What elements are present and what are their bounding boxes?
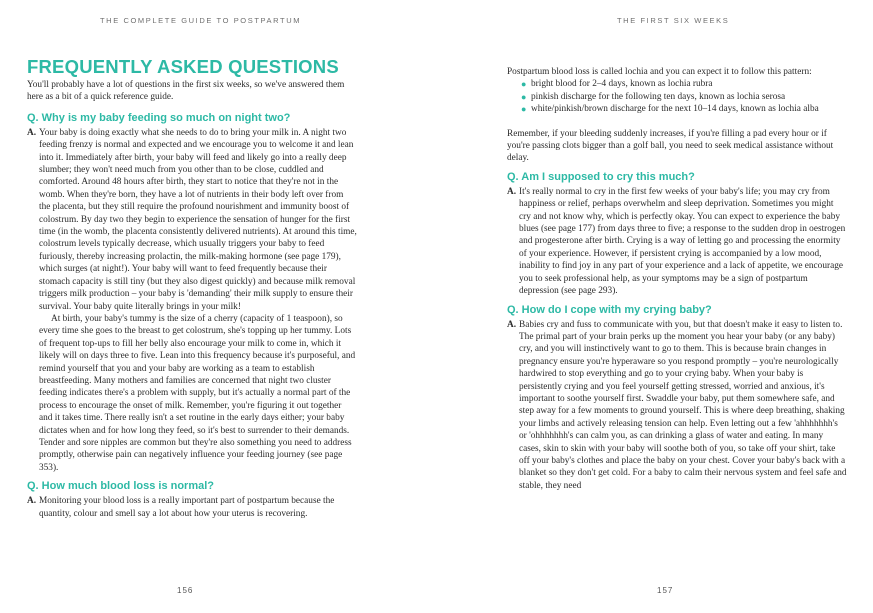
question-crying-baby: Q. How do I cope with my crying baby?	[507, 303, 712, 316]
left-page-content	[27, 57, 357, 520]
page-title: FREQUENTLY ASKED QUESTIONS	[27, 56, 339, 77]
right-page	[437, 0, 873, 613]
list-item: ● pinkish discharge for the following ten days, known as lochia serosa	[521, 91, 786, 102]
answer-label: A.	[27, 496, 37, 507]
running-head-left: THE COMPLETE GUIDE TO POSTPARTUM	[100, 16, 302, 25]
answer-paragraph: Babies cry and fuss to communicate with you, but that doesn't make it easy to listen to. The primal part of your brain perks up the moment you hear your baby (or any baby) cry, and you will instinctively want to go to them. This is because brain changes in pregnancy ensure you're hyperaware so you respond promptly – you're neurologically hardwired to stop everything and go to your crying baby. When your baby is persistently crying and you feel yourself getting stressed, worried and anxious, it's important to soothe yourself first. Swaddle your baby, put them somewhere safe, and step away for a few moments to ground yourself. This is where deep breathing, shaking your limbs and actively releasing tension can help. Even letting out a few 'ahhhhhhh's or 'ohhhhhhh's can calm you, as can drinking a glass of water and eating. In many cases, skin to skin with your baby will soothe both of you, so take off your shirt, take off your baby's clothes and place the baby on your chest. Cover your baby's back with a blanket so they don't get cold. For a baby to calm their nervous system and feel safe and stable, they need	[519, 319, 847, 491]
question-crying-mother: Q. Am I supposed to cry this much?	[507, 170, 695, 183]
lochia-bullet-list	[507, 78, 847, 115]
right-page-content	[507, 66, 847, 492]
bullet-icon: ●	[521, 79, 527, 90]
answer-label: A.	[27, 127, 37, 138]
bullet-icon: ●	[521, 104, 527, 115]
bullet-icon: ●	[521, 91, 527, 102]
question-night-two-feeding: Q. Why is my baby feeding so much on night two?	[27, 111, 291, 124]
spacer	[507, 116, 847, 128]
answer-label: A.	[507, 319, 517, 330]
running-head-right: THE FIRST SIX WEEKS	[617, 16, 730, 25]
bleeding-note: Remember, if your bleeding suddenly increases, if you're filling a pad every hour or if you're passing clots bigger than a golf ball, you need to seek medical assistance without delay.	[507, 128, 834, 164]
answer-night-two-feeding	[27, 127, 357, 474]
page-number-left: 156	[177, 586, 194, 595]
answer-crying-mother	[507, 186, 847, 298]
answer-paragraph: Monitoring your blood loss is a really important part of postpartum because the quantity, colour and smell say a lot about how your uterus is recovering.	[39, 496, 335, 519]
list-item: ● bright blood for 2–4 days, known as lochia rubra	[521, 79, 713, 90]
answer-paragraph: It's really normal to cry in the first few weeks of your baby's life; you may cry from happiness or relief, perhaps overwhelm and sleep deprivation. Sometimes you might cry and not know why, which is perfectly okay. You can expect to experience the baby blues (see page 177) from days three to five; a response to the sudden drop in oestrogen and progesterone after birth. Crying is a way of letting go and processing the enormity of your experience. However, if persistent crying is accompanied by a low mood, inability to find joy in any part of your experience and a lack of appetite, we encourage you to seek professional help, as your symptoms may be a sign of postpartum depression (see page 293).	[519, 186, 846, 297]
answer-paragraph: At birth, your baby's tummy is the size of a cherry (capacity of 1 teaspoon), so every time she goes to the breast to get colostrum, she's topping up her tummy. Lots of frequent top-ups to fill her belly also encourage your milk to come in, which it likely will on days three to five. Lean into this frequency because it's purposeful, and remind yourself that you and your baby are working as a team to establish breastfeeding. Many mothers and families are concerned that night two cluster feeding indicates there's a problem with supply, but it's actually a normal part of the process to encourage the onset of milk. Remember, you're figuring it out together and it takes time. There really isn't a set routine in the early days either; your baby dictates when and for how long they feed, so it's best to surrender to their demands. Tender and sore nipples are common but they're also something you need to address promptly, otherwise pain can negatively influence your feeding journey (see page 353).	[39, 313, 356, 473]
intro-paragraph: You'll probably have a lot of questions in the first six weeks, so we've answered them here as a bit of a quick reference guide.	[27, 80, 345, 103]
page-number-right: 157	[657, 586, 674, 595]
question-blood-loss: Q. How much blood loss is normal?	[27, 480, 215, 493]
list-item: ● white/pinkish/brown discharge for the next 10–14 days, known as lochia alba	[521, 104, 819, 115]
lochia-intro: Postpartum blood loss is called lochia and you can expect it to follow this pattern:	[507, 67, 812, 77]
answer-crying-baby	[507, 319, 847, 493]
answer-paragraph: Your baby is doing exactly what she needs to do to bring your milk in. A night two feeding frenzy is normal and expected and we encourage you to welcome it and lean into it. Immediately after birth, your baby will feed and likely go into a really deep slumber; they won't need much from you other than to be close, cuddled and comforted. Around 48 hours after birth, they start to notice that they're not in the womb. When they're born, they have a lot of nutrients in their body left over from the placenta, but they still require the profound nourishment and immunity boost of colostrum. By day two they begin to experience the sensation of hunger for the first time (in the womb, the placenta consistently delivered nutrients). At around this time, colostrum levels typically decrease, which usually triggers your baby to feed furiously, thereby increasing prolactin, the milk-making hormone (see page 179), which surges (at night!). Your baby will want to feed frequently because their stomach capacity is still tiny (but they also digest quickly) and because milk removal triggers milk production – your baby is 'demanding' their milk supply to ensure their survival. Your baby quite literally brings in your milk!	[39, 127, 357, 312]
answer-label: A.	[507, 186, 517, 197]
left-page	[0, 0, 436, 613]
answer-blood-loss	[27, 495, 357, 520]
